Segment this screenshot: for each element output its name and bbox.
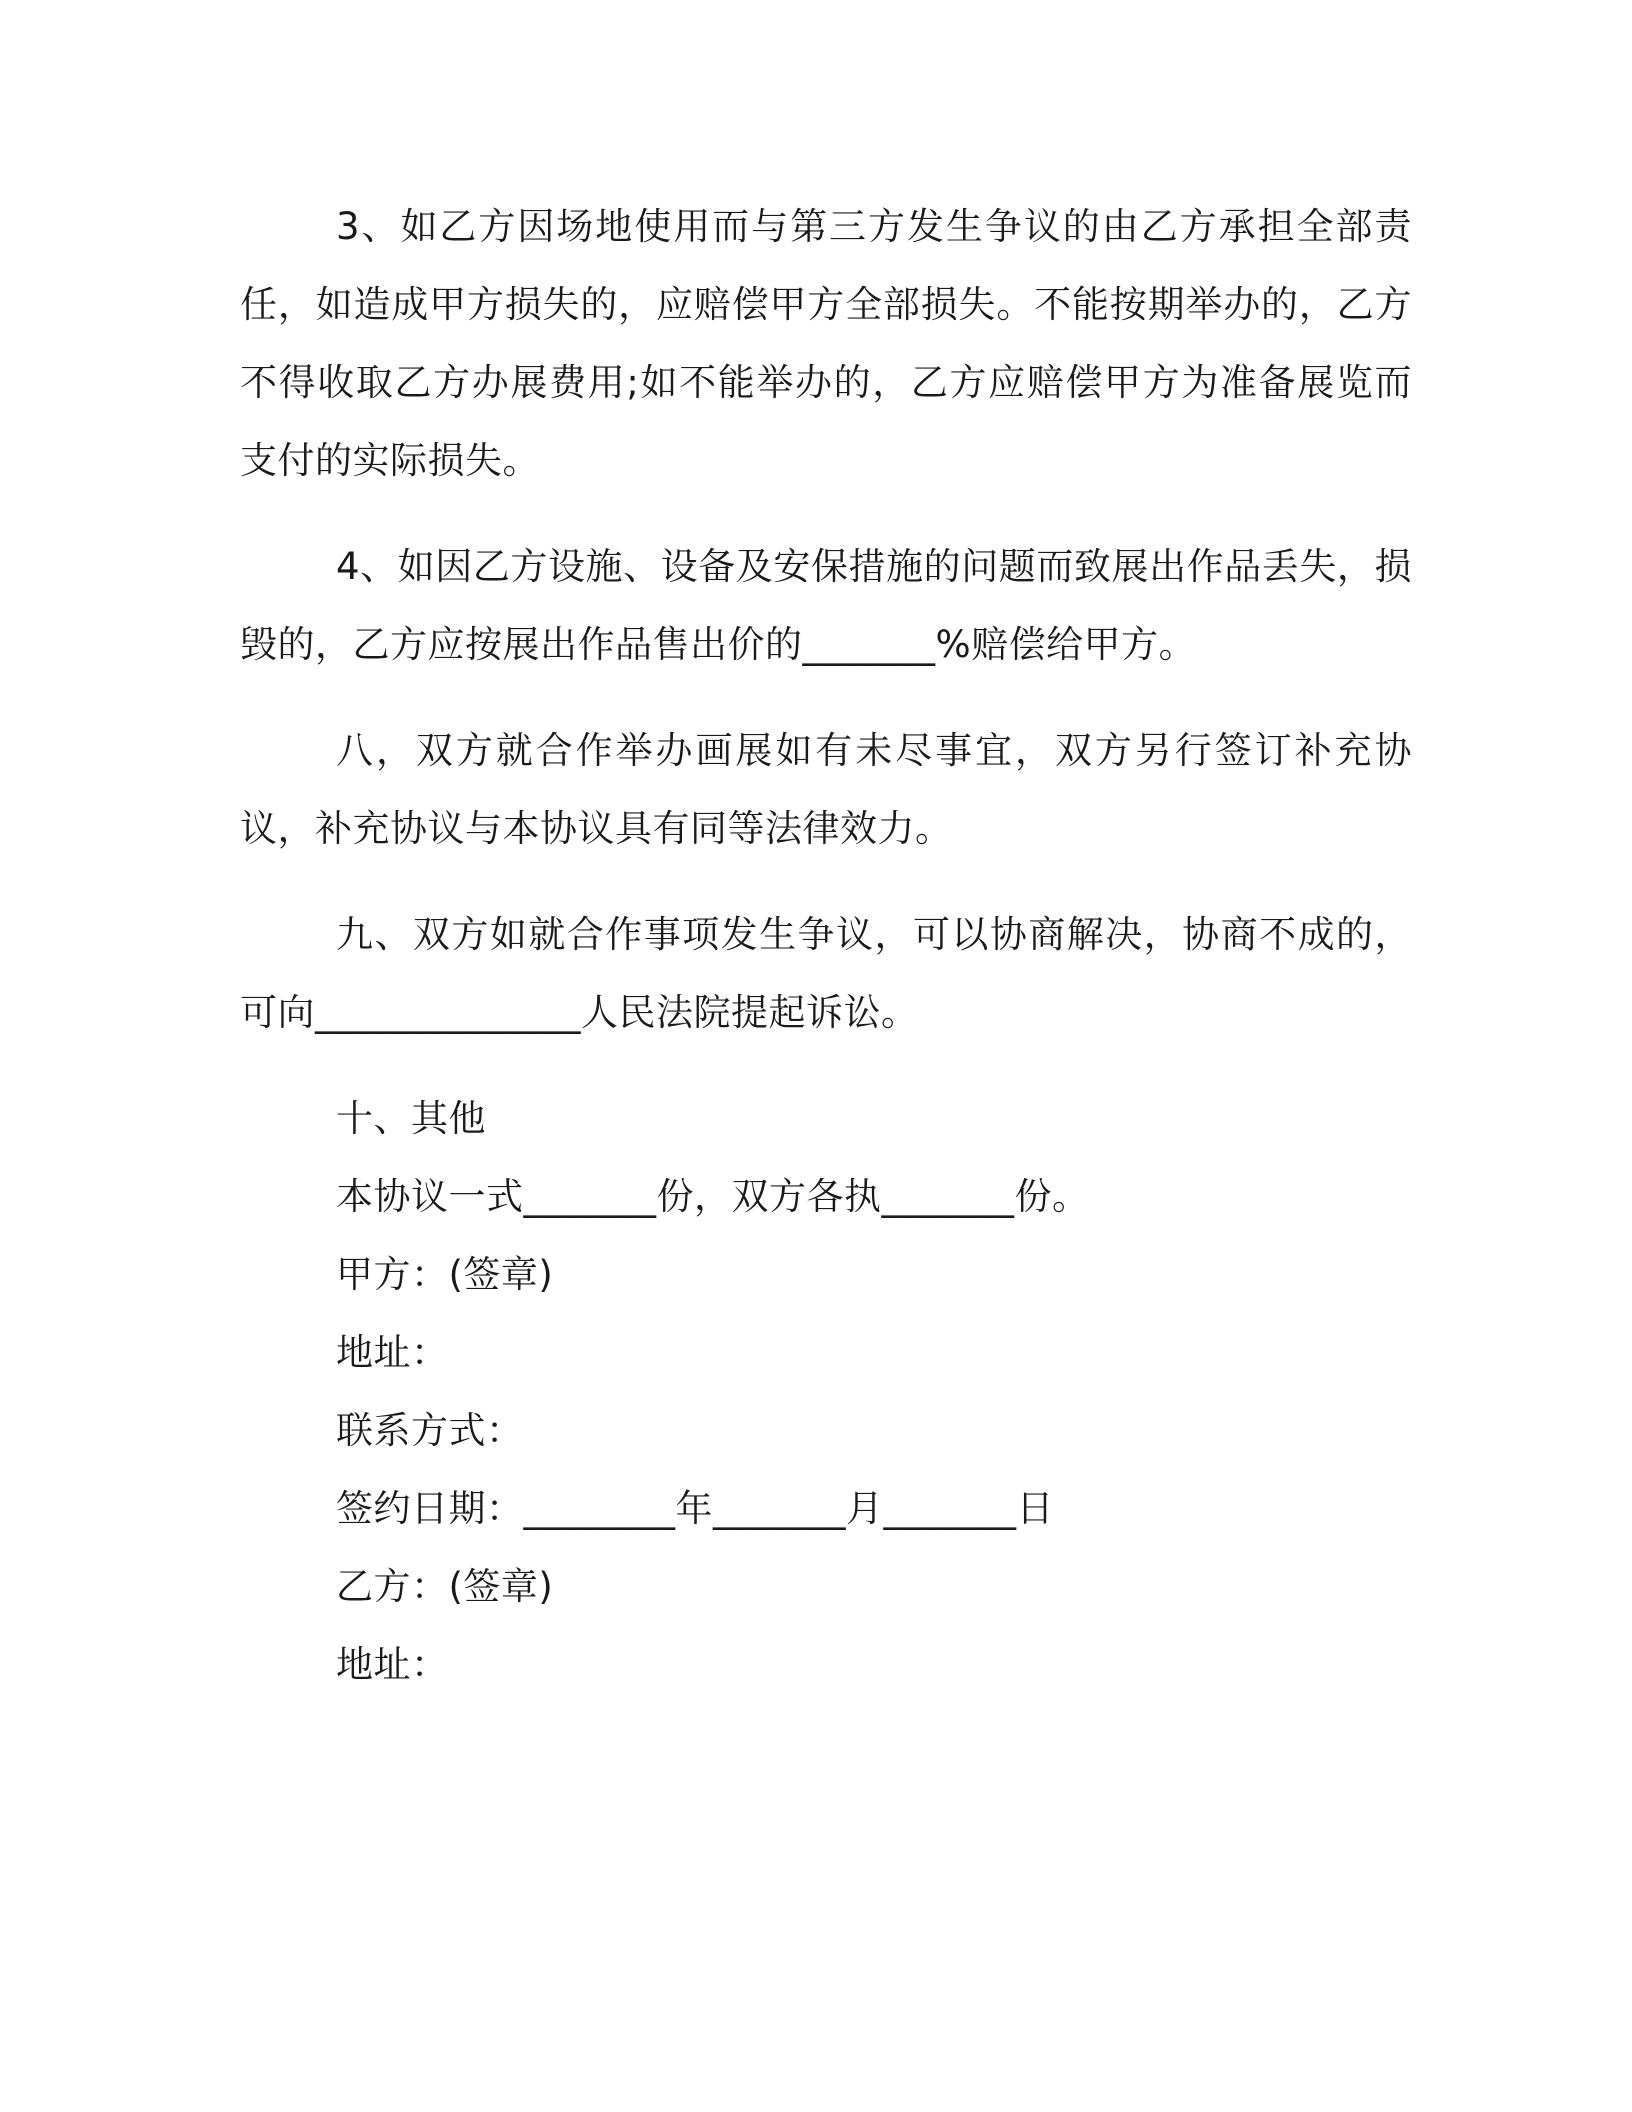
article-10-heading: 十、其他 (336, 1097, 486, 1140)
article-8: 八，双方就合作举办画展如有未尽事宜，双方另行签订补充协议，补充协议与本协议具有同等法律效力。 (240, 729, 1412, 850)
copies-line: 本协议一式_______份，双方各执_______份。 (336, 1175, 1090, 1218)
party-a-contact: 联系方式： (336, 1409, 524, 1452)
party-b-signature: 乙方：(签章) (336, 1565, 554, 1608)
party-a-signature: 甲方：(签章) (336, 1253, 554, 1296)
party-b-address: 地址： (336, 1643, 449, 1686)
article-9: 九、双方如就合作事项发生争议，可以协商解决，协商不成的，可向______________人民法院提起诉讼。 (240, 913, 1412, 1034)
clause-3: 3、如乙方因场地使用而与第三方发生争议的由乙方承担全部责任，如造成甲方损失的，应赔偿甲方全部损失。不能按期举办的，乙方不得收取乙方办展费用;如不能举办的，乙方应赔偿甲方为准备展览而支付的实际损失。 (240, 205, 1412, 482)
signing-date: 签约日期：________年_______月_______日 (336, 1487, 1054, 1530)
document-body (240, 188, 1412, 1704)
party-a-address: 地址： (336, 1331, 449, 1374)
clause-4: 4、如因乙方设施、设备及安保措施的问题而致展出作品丢失，损毁的，乙方应按展出作品售出价的_______%赔偿给甲方。 (240, 545, 1412, 666)
